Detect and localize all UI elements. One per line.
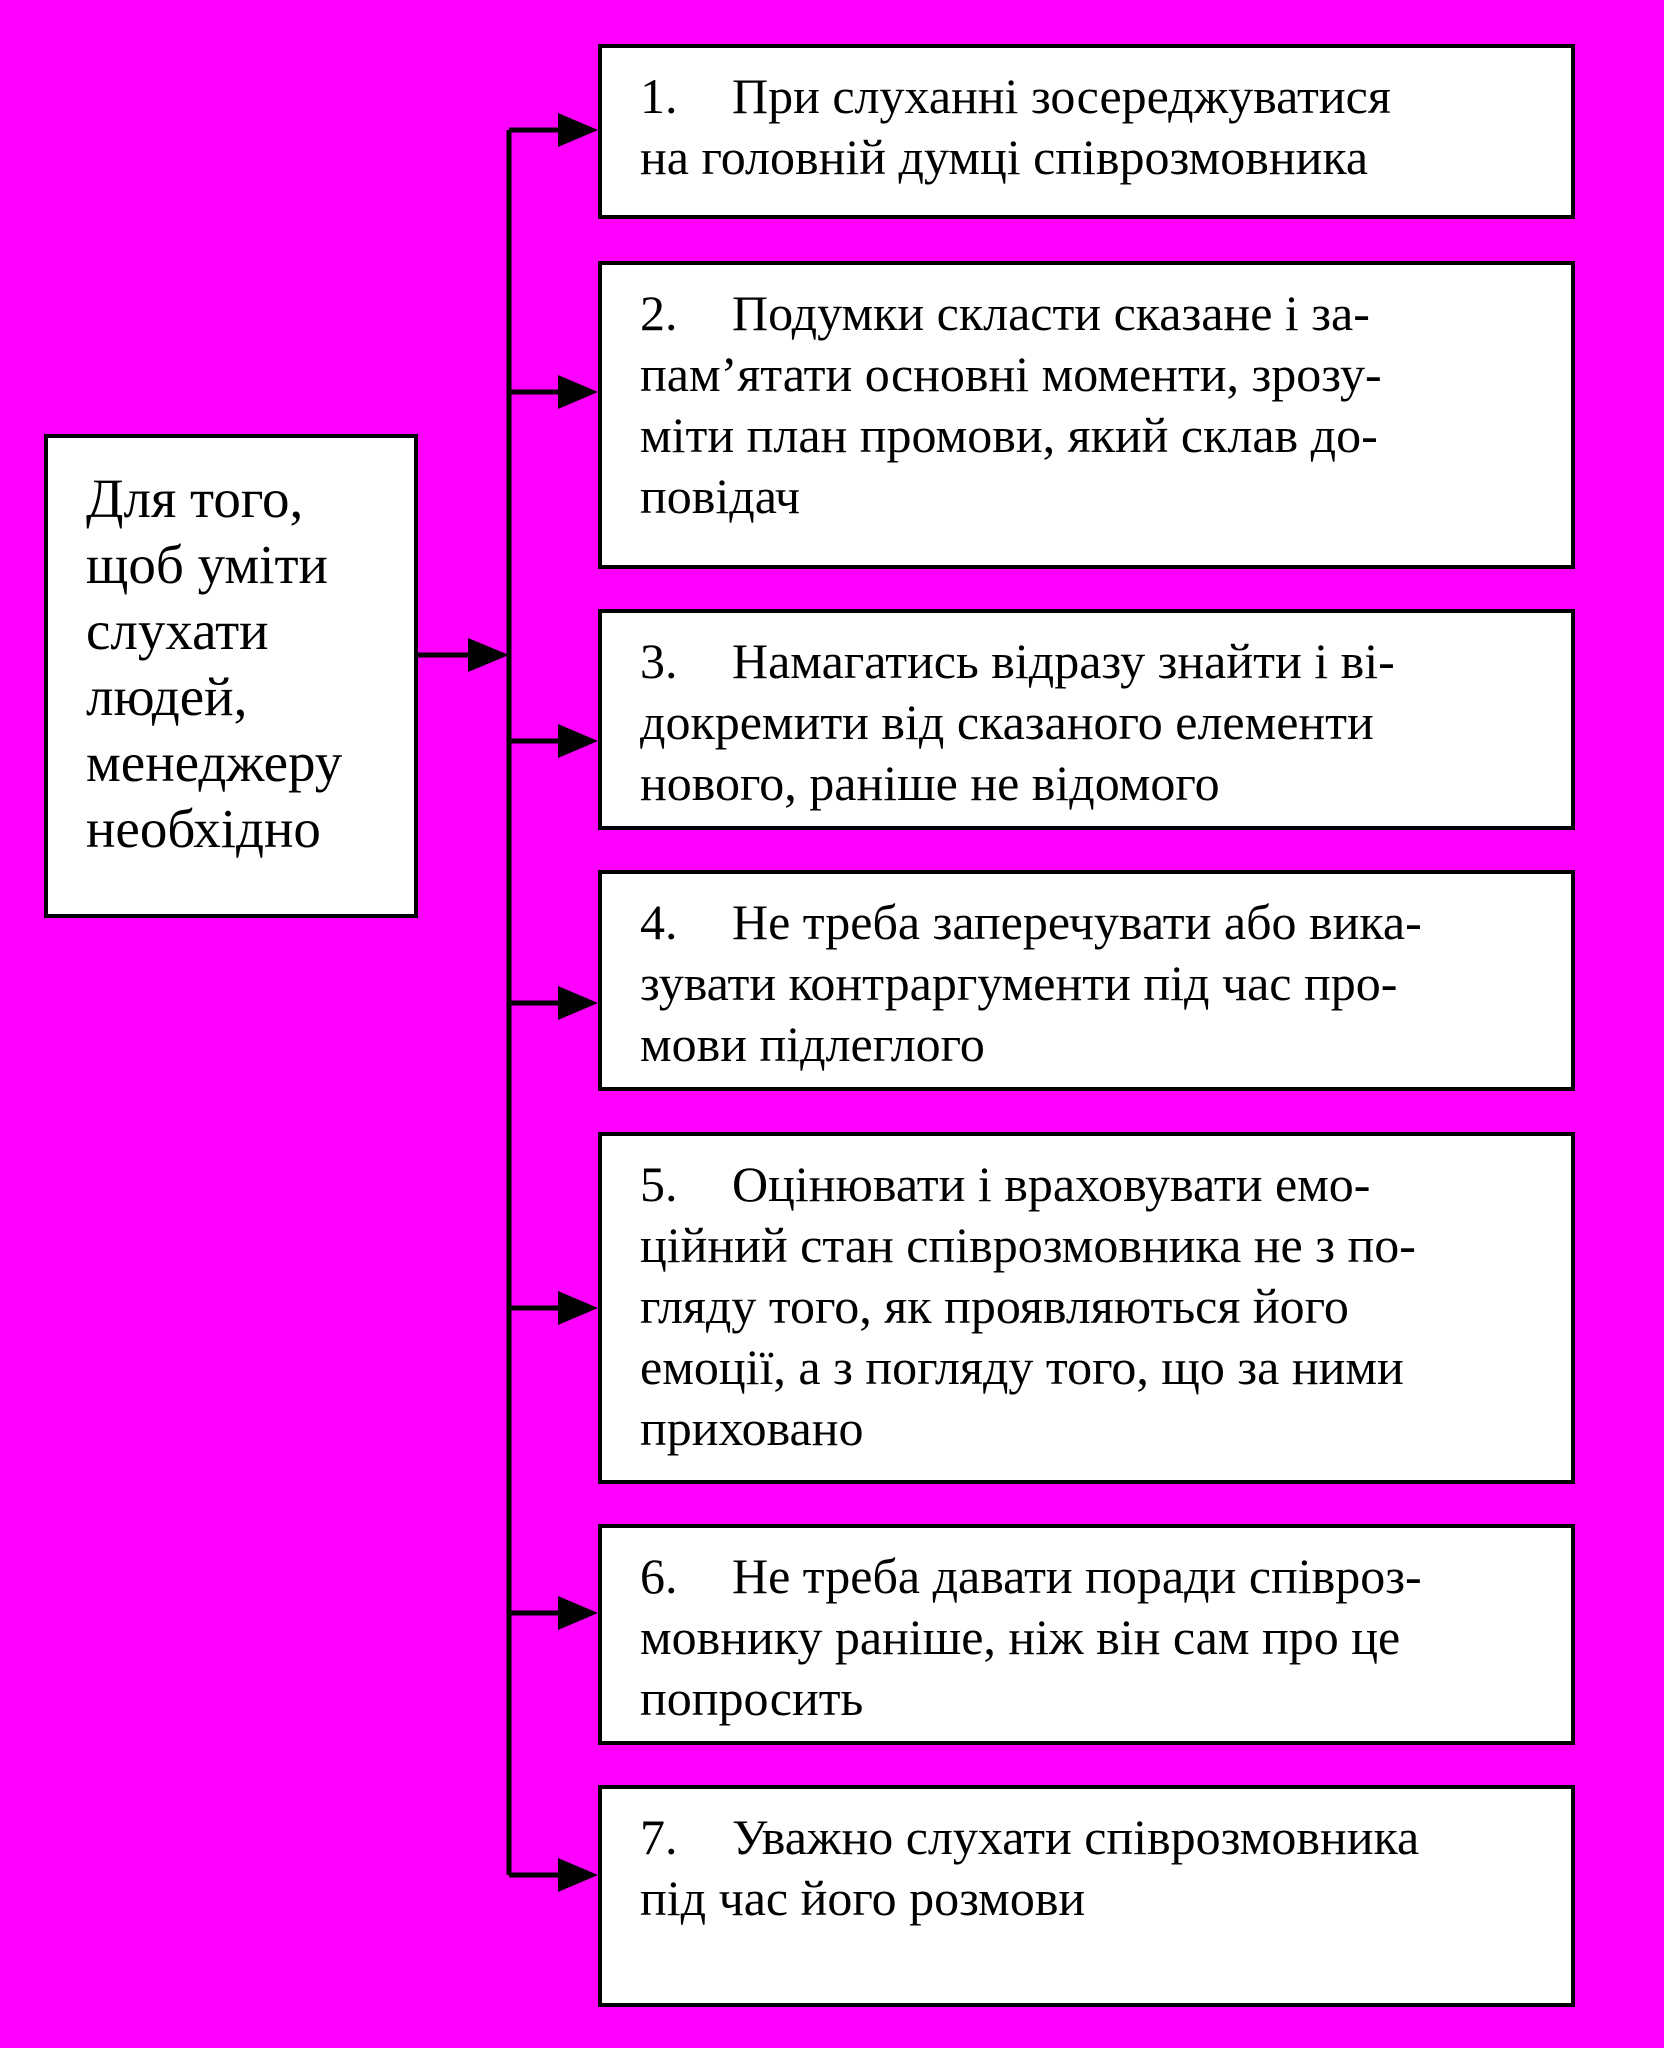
item-line: пам’ятати основні моменти, зрозу- — [640, 346, 1382, 402]
item-line: докремити від сказаного елементи — [640, 694, 1374, 750]
item-text: Намагатись відразу знайти і ві- — [732, 633, 1395, 689]
branch-arrow-3 — [509, 724, 598, 758]
item-line: гляду того, як проявляються його — [640, 1278, 1349, 1334]
item-box-2 — [598, 261, 1575, 569]
source-line: Для того, — [86, 468, 304, 529]
item-line: мови підлеглого — [640, 1016, 985, 1072]
item-text: Не треба давати поради співроз- — [732, 1548, 1422, 1604]
source-line: слухати — [86, 600, 269, 661]
item-text: Оцінювати і враховувати емо- — [732, 1156, 1371, 1212]
item-box-1 — [598, 44, 1575, 219]
branch-arrow-1 — [509, 113, 598, 147]
item-line — [640, 1154, 1551, 1215]
branch-arrow-4 — [509, 986, 598, 1020]
item-box-5 — [598, 1132, 1575, 1484]
item-line: міти план промови, який склав до- — [640, 407, 1378, 463]
item-line — [640, 631, 1551, 692]
item-line — [640, 66, 1551, 127]
branch-arrow-6 — [509, 1596, 598, 1630]
item-line: приховано — [640, 1400, 864, 1456]
item-number: 1. — [640, 68, 678, 124]
source-line: щоб уміти — [86, 534, 328, 595]
item-line: попросить — [640, 1670, 864, 1726]
branch-arrow-5 — [509, 1291, 598, 1325]
item-box-7 — [598, 1785, 1575, 2007]
item-line: на головній думці співрозмовника — [640, 129, 1369, 185]
item-text: Не треба заперечувати або вика- — [732, 894, 1422, 950]
item-line: нового, раніше не відомого — [640, 755, 1220, 811]
item-line — [640, 1546, 1551, 1607]
item-line: повідач — [640, 468, 801, 524]
source-line: менеджеру — [86, 732, 343, 793]
item-number: 4. — [640, 894, 678, 950]
item-line — [640, 892, 1551, 953]
source-arrowhead — [468, 638, 509, 672]
branch-arrow-7 — [509, 1858, 598, 1892]
source-line: необхідно — [86, 798, 321, 859]
item-number: 2. — [640, 285, 678, 341]
item-text: Подумки скласти сказане і за- — [732, 285, 1370, 341]
source-box — [44, 434, 418, 918]
item-text: Уважно слухати співрозмовника — [732, 1809, 1420, 1865]
item-number: 7. — [640, 1809, 678, 1865]
item-line: зувати контраргументи під час про- — [640, 955, 1398, 1011]
item-line — [640, 283, 1551, 344]
item-line: мовнику раніше, ніж він сам про це — [640, 1609, 1401, 1665]
item-number: 6. — [640, 1548, 678, 1604]
item-line — [640, 1807, 1551, 1868]
item-number: 3. — [640, 633, 678, 689]
item-number: 5. — [640, 1156, 678, 1212]
branch-arrow-2 — [509, 375, 598, 409]
item-line: ційний стан співрозмовника не з по- — [640, 1217, 1416, 1273]
item-box-3 — [598, 609, 1575, 830]
item-line: емоції, а з погляду того, що за ними — [640, 1339, 1404, 1395]
item-text: При слуханні зосереджуватися — [732, 68, 1391, 124]
item-line: під час його розмови — [640, 1870, 1086, 1926]
item-box-6 — [598, 1524, 1575, 1745]
source-line: людей, — [86, 666, 248, 727]
item-box-4 — [598, 870, 1575, 1091]
